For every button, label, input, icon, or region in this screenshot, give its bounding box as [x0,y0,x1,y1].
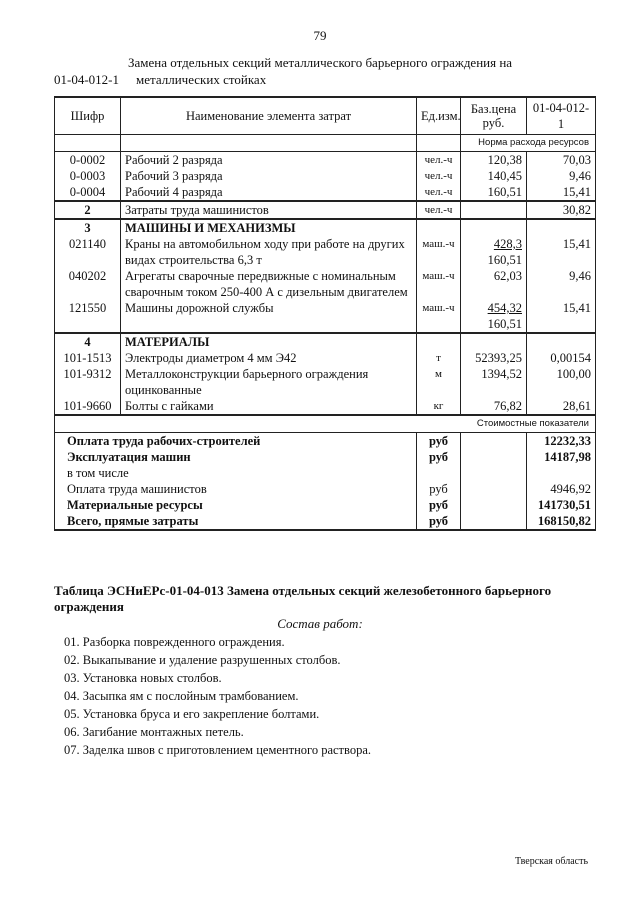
total-value: 12232,33 [527,433,596,450]
row-name: Электроды диаметром 4 мм Э42 [121,350,417,366]
row-norm: 15,41 [527,236,596,268]
col-header-norm: 01-04-012-1 [527,97,596,135]
work-composition-title: Состав работ: [277,616,363,631]
row-name: Болты с гайками [121,398,417,415]
table-row [55,236,596,268]
row-code: 021140 [55,236,121,268]
total-unit: руб [417,497,461,513]
header-code: 01-04-012-1 [54,72,119,87]
total-row [55,433,596,450]
row-name-line1: Краны на автомобильном ходу при работе на других [125,237,405,251]
total-name: Всего, прямые затраты [55,513,417,530]
row-code: 101-9312 [55,366,121,398]
section-norm: 30,82 [527,201,596,219]
row-code: 0-0004 [55,184,121,201]
list-item: 04. Засыпка ям с послойным трамбованием. [64,689,299,703]
table-row [55,168,596,184]
total-value: 168150,82 [527,513,596,530]
row-name-line1: Агрегаты сварочные передвижные с номинальным [125,269,396,283]
table-row [55,350,596,366]
table-header-row [55,97,596,135]
section-unit: чел.-ч [417,201,461,219]
total-value: 4946,92 [527,481,596,497]
total-name: в том числе [55,465,417,481]
list-item: 02. Выкапывание и удаление разрушенных столбов. [64,653,341,667]
row-price: 140,45 [461,168,527,184]
list-item: 06. Загибание монтажных петель. [64,725,244,739]
table-row [55,300,596,333]
row-price-line2: 160,51 [487,253,522,267]
col-header-unit: Ед.изм. [417,97,461,135]
section-row-3 [55,219,596,236]
section-name: МАТЕРИАЛЫ [121,333,417,350]
total-row [55,513,596,530]
total-name: Материальные ресурсы [55,497,417,513]
row-name: Рабочий 3 разряда [121,168,417,184]
row-norm: 28,61 [527,398,596,415]
row-price: 160,51 [461,184,527,201]
total-value: 141730,51 [527,497,596,513]
row-name: Рабочий 2 разряда [121,152,417,169]
total-name: Эксплуатация машин [55,449,417,465]
row-unit: чел.-ч [417,152,461,169]
row-unit: маш.-ч [417,268,461,300]
work-list [64,633,371,759]
row-name: Рабочий 4 разряда [121,184,417,201]
row-code: 121550 [55,300,121,333]
row-name-line1: Металлоконструкции барьерного ограждения [125,367,369,381]
list-item: 01. Разборка поврежденного ограждения. [64,635,285,649]
norm-note-row [55,135,596,152]
row-code: 0-0002 [55,152,121,169]
row-price: 120,38 [461,152,527,169]
row-norm: 70,03 [527,152,596,169]
header-title-line1: Замена отдельных секций металлического барьерного ограждения на [128,55,513,70]
cost-note-row [55,415,596,433]
row-name: Машины дорожной службы [121,300,417,333]
row-code: 101-1513 [55,350,121,366]
row-price: 1394,52 [461,366,527,398]
row-price: 62,03 [461,268,527,300]
row-unit: т [417,350,461,366]
row-name [121,366,417,398]
total-value: 14187,98 [527,449,596,465]
row-price-line2: 160,51 [487,317,522,331]
table-row [55,184,596,201]
list-item: 07. Заделка швов с приготовлением цементного раствора. [64,743,371,757]
list-item: 03. Установка новых столбов. [64,671,222,685]
list-item: 05. Установка бруса и его закрепление болтами. [64,707,320,721]
row-name-line2: оцинкованные [125,383,202,397]
page-number: 79 [313,28,327,43]
table-row [55,366,596,398]
header-title-line2: металлических стойках [136,72,267,87]
col-header-price-line1: Баз.цена [470,102,517,116]
row-norm: 9,46 [527,168,596,184]
section-row-2 [55,201,596,219]
row-unit: маш.-ч [417,236,461,268]
row-unit: чел.-ч [417,184,461,201]
section-title: Таблица ЭСНиЕРс-01-04-013 Замена отдельных секций железобетонного барьерного ограждения [54,583,552,614]
row-norm: 0,00154 [527,350,596,366]
section-name: МАШИНЫ И МЕХАНИЗМЫ [121,219,417,236]
total-unit: руб [417,513,461,530]
table-row [55,152,596,169]
total-name: Оплата труда машинистов [55,481,417,497]
norm-note: Норма расхода ресурсов [461,135,596,152]
total-name: Оплата труда рабочих-строителей [55,433,417,450]
row-code: 040202 [55,268,121,300]
row-price [461,236,527,268]
total-unit: руб [417,433,461,450]
col-header-name: Наименование элемента затрат [121,97,417,135]
section-code: 3 [55,219,121,236]
row-price: 52393,25 [461,350,527,366]
row-unit: чел.-ч [417,168,461,184]
col-header-code: Шифр [55,97,121,135]
row-price [461,300,527,333]
resource-table [54,96,596,531]
row-name-line2: сварочным током 250-400 А с дизельным двигателем [125,285,408,299]
row-norm: 15,41 [527,300,596,333]
total-row [55,449,596,465]
row-unit: кг [417,398,461,415]
row-unit: маш.-ч [417,300,461,333]
row-norm: 100,00 [527,366,596,398]
col-header-price-line2: руб. [482,116,505,130]
row-code: 0-0003 [55,168,121,184]
section-row-4 [55,333,596,350]
total-row [55,481,596,497]
footer-region: Тверская область [515,856,589,867]
row-price-line1: 454,32 [487,301,522,315]
total-row [55,497,596,513]
total-value [527,465,596,481]
section-code: 2 [55,201,121,219]
row-price: 76,82 [461,398,527,415]
total-unit [417,465,461,481]
table-row [55,398,596,415]
section-name: Затраты труда машинистов [121,201,417,219]
row-norm: 9,46 [527,268,596,300]
col-header-price [461,97,527,135]
row-name [121,236,417,268]
row-name [121,268,417,300]
row-name-line2: видах строительства 6,3 т [125,253,262,267]
section-code: 4 [55,333,121,350]
cost-note: Стоимостные показатели [55,415,596,433]
row-code: 101-9660 [55,398,121,415]
total-unit: руб [417,481,461,497]
row-norm: 15,41 [527,184,596,201]
total-row [55,465,596,481]
row-price-line1: 428,3 [493,237,522,251]
row-unit: м [417,366,461,398]
total-unit: руб [417,449,461,465]
table-row [55,268,596,300]
